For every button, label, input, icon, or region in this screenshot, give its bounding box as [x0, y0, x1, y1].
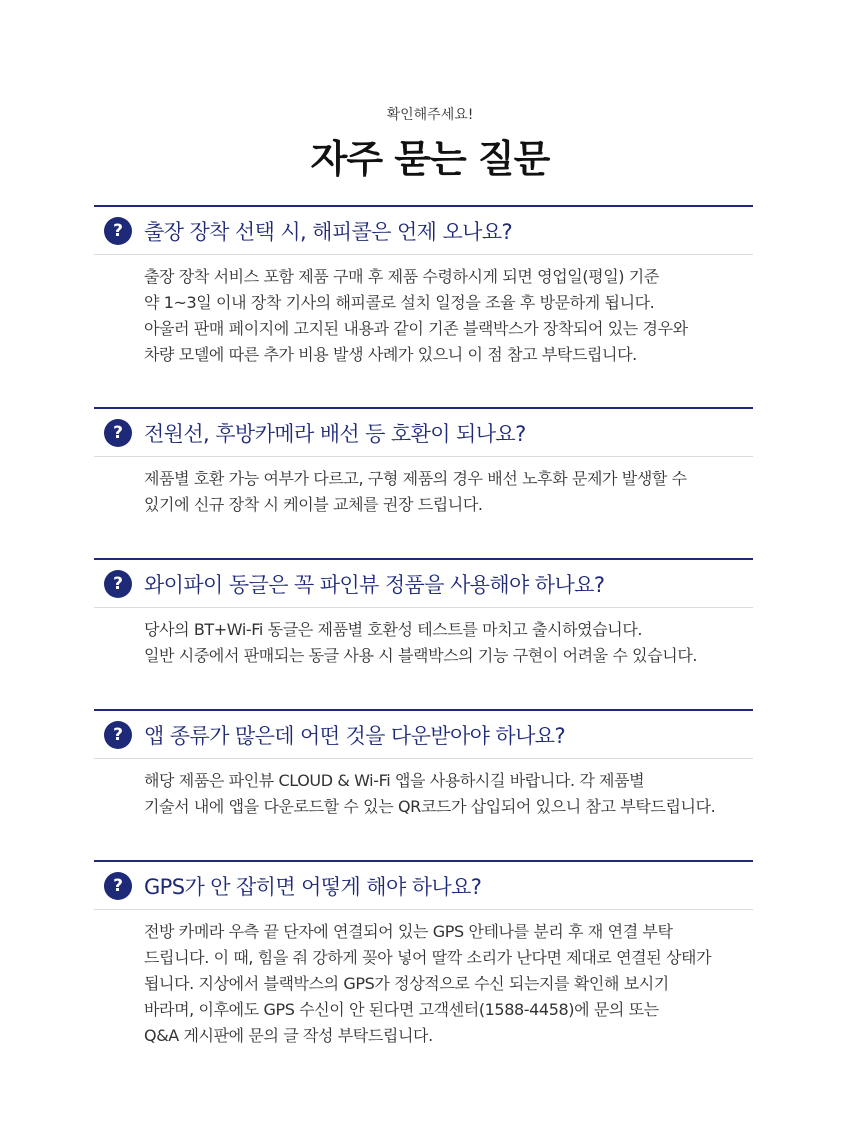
question-mark-icon: ? [104, 419, 132, 447]
faq-item [94, 558, 753, 669]
question-mark-icon: ? [104, 217, 132, 245]
faq-answer-line: 차량 모델에 따른 추가 비용 발생 사례가 있으니 이 점 참고 부탁드립니다. [144, 345, 637, 364]
question-mark-icon: ? [104, 721, 132, 749]
faq-answer-line: 기술서 내에 앱을 다운로드할 수 있는 QR코드가 삽입되어 있으니 참고 부탁드립니다. [144, 797, 716, 816]
faq-answer-line: 출장 장착 서비스 포함 제품 구매 후 제품 수령하시게 되면 영업일(평일) 기준 [144, 267, 659, 286]
page-title: 자주 묻는 질문 [310, 137, 550, 181]
faq-item [94, 205, 753, 368]
faq-question: GPS가 안 잡히면 어떻게 해야 하나요? [144, 874, 482, 899]
faq-question-row[interactable] [94, 205, 753, 255]
faq-answer-line: 전방 카메라 우측 끝 단자에 연결되어 있는 GPS 안테나를 분리 후 재 연결 부탁 [144, 922, 673, 941]
faq-answer [144, 919, 753, 1049]
faq-item [94, 709, 753, 820]
faq-item [94, 860, 753, 1049]
question-mark-icon: ? [104, 872, 132, 900]
faq-answer [144, 264, 753, 368]
faq-question-row[interactable] [94, 558, 753, 608]
faq-answer-line: 바라며, 이후에도 GPS 수신이 안 된다면 고객센터(1588-4458)에 문의 또는 [144, 1000, 659, 1019]
faq-question-row[interactable] [94, 860, 753, 910]
faq-question-row[interactable] [94, 709, 753, 759]
faq-answer [144, 617, 753, 669]
faq-question: 와이파이 동글은 꼭 파인뷰 정품을 사용해야 하나요? [144, 572, 605, 597]
question-mark-icon: ? [104, 570, 132, 598]
faq-question: 앱 종류가 많은데 어떤 것을 다운받아야 하나요? [144, 723, 566, 748]
faq-answer-line: 일반 시중에서 판매되는 동글 사용 시 블랙박스의 기능 구현이 어려울 수 있습니다. [144, 646, 698, 665]
faq-answer-line: Q&A 게시판에 문의 글 작성 부탁드립니다. [144, 1026, 433, 1045]
faq-answer-line: 아울러 판매 페이지에 고지된 내용과 같이 기존 블랙박스가 장착되어 있는 경우와 [144, 319, 688, 338]
faq-answer-line: 제품별 호환 가능 여부가 다르고, 구형 제품의 경우 배선 노후화 문제가 발생할 수 [144, 469, 687, 488]
faq-answer-line: 해당 제품은 파인뷰 CLOUD & Wi-Fi 앱을 사용하시길 바랍니다. 각 제품별 [144, 771, 645, 790]
faq-question: 전원선, 후방카메라 배선 등 호환이 되나요? [144, 421, 526, 446]
faq-question-row[interactable] [94, 407, 753, 457]
faq-answer-line: 있기에 신규 장착 시 케이블 교체를 권장 드립니다. [144, 495, 483, 514]
faq-answer [144, 466, 753, 518]
faq-item [94, 407, 753, 518]
faq-answer-line: 드립니다. 이 때, 힘을 줘 강하게 꽂아 넣어 딸깍 소리가 난다면 제대로 연결된 상태가 [144, 948, 712, 967]
faq-question: 출장 장착 선택 시, 해피콜은 언제 오나요? [144, 219, 513, 244]
faq-answer-line: 됩니다. 지상에서 블랙박스의 GPS가 정상적으로 수신 되는지를 확인해 보시기 [144, 974, 669, 993]
faq-answer-line: 약 1~3일 이내 장착 기사의 해피콜로 설치 일정을 조율 후 방문하게 됩니다. [144, 293, 655, 312]
page-kicker: 확인해주세요! [386, 107, 474, 123]
faq-answer-line: 당사의 BT+Wi-Fi 동글은 제품별 호환성 테스트를 마치고 출시하였습니다. [144, 620, 643, 639]
faq-answer [144, 768, 753, 820]
